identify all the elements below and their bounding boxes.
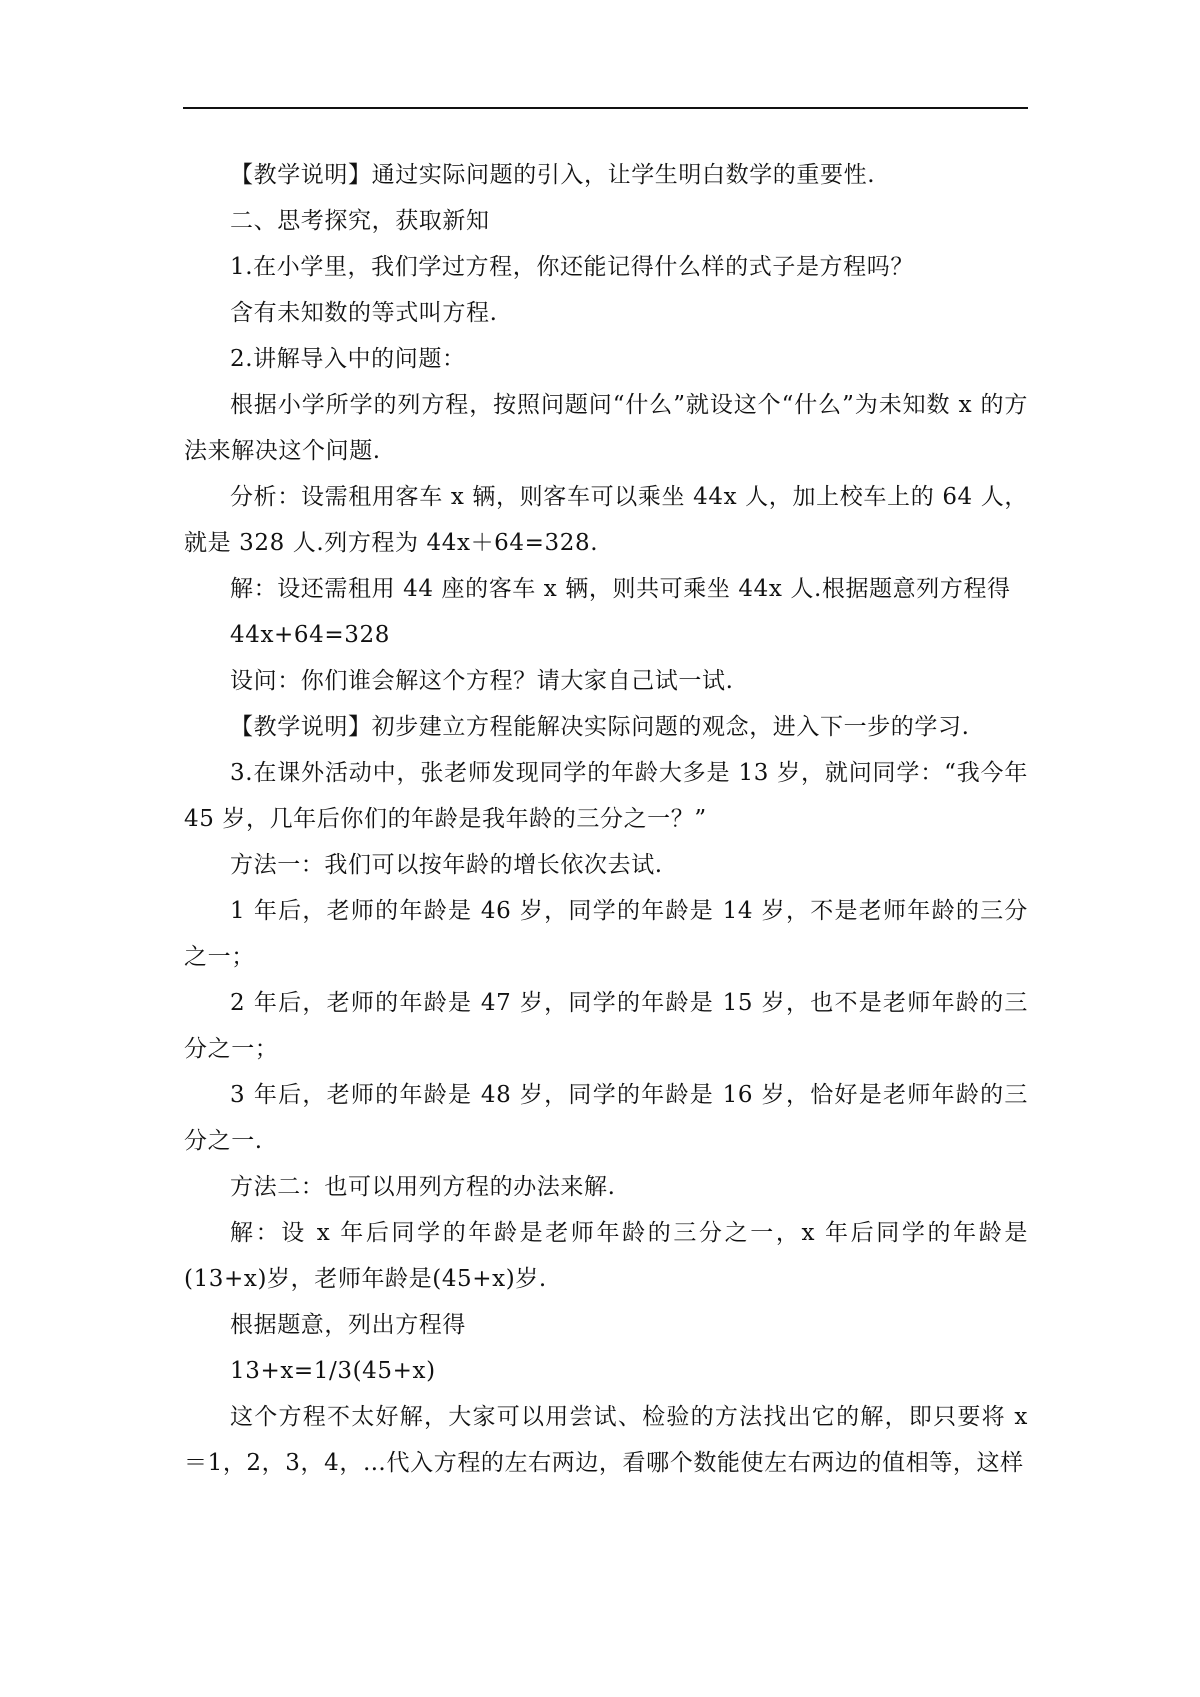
paragraph: 【教学说明】通过实际问题的引入，让学生明白数学的重要性. (230, 162, 876, 188)
paragraph: 1.在小学里，我们学过方程，你还能记得什么样的式子是方程吗？ (230, 254, 914, 280)
paragraph: 含有未知数的等式叫方程. (230, 300, 498, 326)
equation: 13+x=1/3(45+x) (230, 1358, 436, 1384)
section-heading: 二、思考探究，获取新知 (230, 208, 490, 234)
paragraph: 分析：设需租用客车 x 辆，则客车可以乘坐 44x 人，加上校车上的 64 人，就是 328 人.列方程为 44x＋64=328. (184, 484, 1028, 556)
paragraph: 2 年后，老师的年龄是 47 岁，同学的年龄是 15 岁，也不是老师年龄的三分之一； (184, 990, 1028, 1062)
paragraph: 设问：你们谁会解这个方程？请大家自己试一试. (230, 668, 734, 694)
paragraph: 根据小学所学的列方程，按照问题问“什么”就设这个“什么”为未知数 x 的方法来解决这个问题. (184, 392, 1028, 464)
equation: 44x+64=328 (230, 622, 390, 648)
paragraph: 方法一：我们可以按年龄的增长依次去试. (230, 852, 663, 878)
paragraph: 这个方程不太好解，大家可以用尝试、检验的方法找出它的解，即只要将 x＝1，2，3，4，…代入方程的左右两边，看哪个数能使左右两边的值相等，这样 (184, 1404, 1028, 1476)
paragraph: 1 年后，老师的年龄是 46 岁，同学的年龄是 14 岁，不是老师年龄的三分之一； (184, 898, 1028, 970)
paragraph: 3.在课外活动中，张老师发现同学的年龄大多是 13 岁，就问同学：“我今年 45 岁，几年后你们的年龄是我年龄的三分之一？” (184, 760, 1028, 832)
paragraph: 方法二：也可以用列方程的办法来解. (230, 1174, 616, 1200)
header-rule (183, 107, 1028, 109)
paragraph: 3 年后，老师的年龄是 48 岁，同学的年龄是 16 岁，恰好是老师年龄的三分之一. (184, 1082, 1028, 1154)
document-body (184, 152, 1028, 1486)
paragraph: 根据题意，列出方程得 (230, 1312, 466, 1338)
paragraph: 【教学说明】初步建立方程能解决实际问题的观念，进入下一步的学习. (230, 714, 970, 740)
paragraph: 解：设 x 年后同学的年龄是老师年龄的三分之一，x 年后同学的年龄是(13+x)岁，老师年龄是(45+x)岁. (184, 1220, 1028, 1292)
paragraph: 2.讲解导入中的问题： (230, 346, 466, 372)
paragraph: 解：设还需租用 44 座的客车 x 辆，则共可乘坐 44x 人.根据题意列方程得 (230, 576, 1011, 602)
